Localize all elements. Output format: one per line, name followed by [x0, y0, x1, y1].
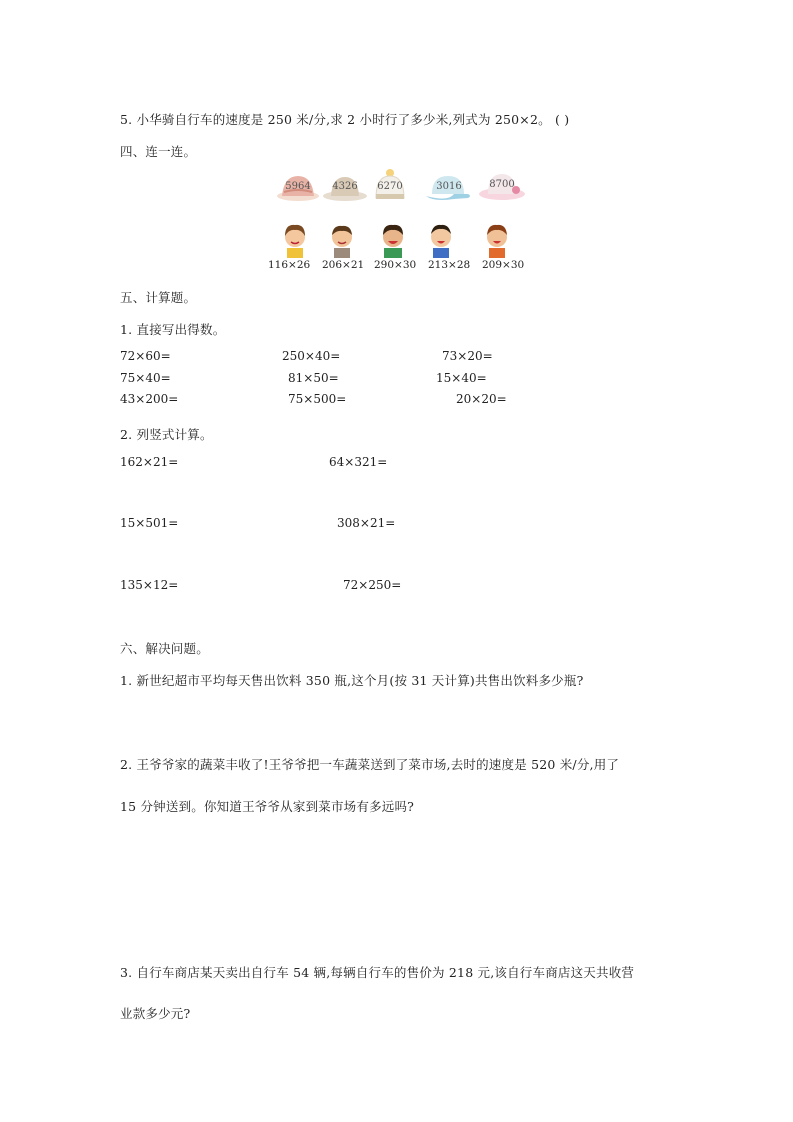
- hat-1-image[interactable]: [276, 172, 320, 202]
- kid-2-image[interactable]: [328, 222, 356, 258]
- subsection-1-title: 1. 直接写出得数。: [120, 322, 226, 337]
- kid-3-expression: 290×30: [374, 259, 417, 271]
- section-4-title: 四、连一连。: [120, 144, 197, 159]
- direct-calc-item: 73×20=: [442, 349, 493, 363]
- kid-5-image[interactable]: [483, 222, 511, 258]
- boy-icon: [427, 222, 455, 258]
- hat-5-image[interactable]: [478, 170, 526, 202]
- direct-calc-item: 20×20=: [456, 392, 507, 406]
- vertical-calc-item: 64×321=: [329, 455, 388, 469]
- kid-4-image[interactable]: [427, 222, 455, 258]
- direct-calc-item: 250×40=: [282, 349, 341, 363]
- subsection-2-title: 2. 列竖式计算。: [120, 427, 213, 442]
- question-5: 5. 小华骑自行车的速度是 250 米/分,求 2 小时行了多少米,列式为 250×2。 ( ): [120, 112, 570, 127]
- problem-2-line-1: 2. 王爷爷家的蔬菜丰收了!王爷爷把一车蔬菜送到了菜市场,去时的速度是 520 米/分,用了: [120, 757, 620, 772]
- boy-icon: [378, 222, 408, 258]
- kid-5-expression: 209×30: [482, 259, 525, 271]
- hat-5-number: 8700: [489, 179, 515, 190]
- direct-calc-item: 75×40=: [120, 371, 171, 385]
- vertical-calc-item: 135×12=: [120, 578, 179, 592]
- vertical-calc-item: 15×501=: [120, 516, 179, 530]
- hat-4-number: 3016: [436, 181, 462, 192]
- hat-2-image[interactable]: [322, 172, 368, 202]
- problem-2-line-2: 15 分钟送到。你知道王爷爷从家到菜市场有多远吗?: [120, 799, 415, 814]
- hat-2-number: 4326: [332, 181, 358, 192]
- section-5-title: 五、计算题。: [120, 290, 197, 305]
- kid-3-image[interactable]: [378, 222, 408, 258]
- direct-calc-item: 81×50=: [288, 371, 339, 385]
- vertical-calc-item: 162×21=: [120, 455, 179, 469]
- kid-1-image[interactable]: [281, 222, 309, 258]
- vertical-calc-item: 72×250=: [343, 578, 402, 592]
- hat-3-image[interactable]: [372, 168, 408, 202]
- problem-1: 1. 新世纪超市平均每天售出饮料 350 瓶,这个月(按 31 天计算)共售出饮料多少瓶?: [120, 673, 584, 688]
- hat-1-number: 5964: [285, 181, 311, 192]
- problem-3-line-1: 3. 自行车商店某天卖出自行车 54 辆,每辆自行车的售价为 218 元,该自行车商店这天共收营: [120, 965, 635, 980]
- boy-icon: [483, 222, 511, 258]
- direct-calc-item: 43×200=: [120, 392, 179, 406]
- kid-4-expression: 213×28: [428, 259, 471, 271]
- direct-calc-item: 15×40=: [436, 371, 487, 385]
- hat-3-number: 6270: [377, 181, 403, 192]
- direct-calc-item: 72×60=: [120, 349, 171, 363]
- problem-3-line-2: 业款多少元?: [120, 1006, 191, 1021]
- boy-icon: [328, 222, 356, 258]
- section-6-title: 六、解决问题。: [120, 641, 209, 656]
- direct-calc-item: 75×500=: [288, 392, 347, 406]
- kid-2-expression: 206×21: [322, 259, 365, 271]
- boy-icon: [281, 222, 309, 258]
- hat-4-image[interactable]: [424, 172, 474, 202]
- vertical-calc-item: 308×21=: [337, 516, 396, 530]
- kid-1-expression: 116×26: [268, 259, 311, 271]
